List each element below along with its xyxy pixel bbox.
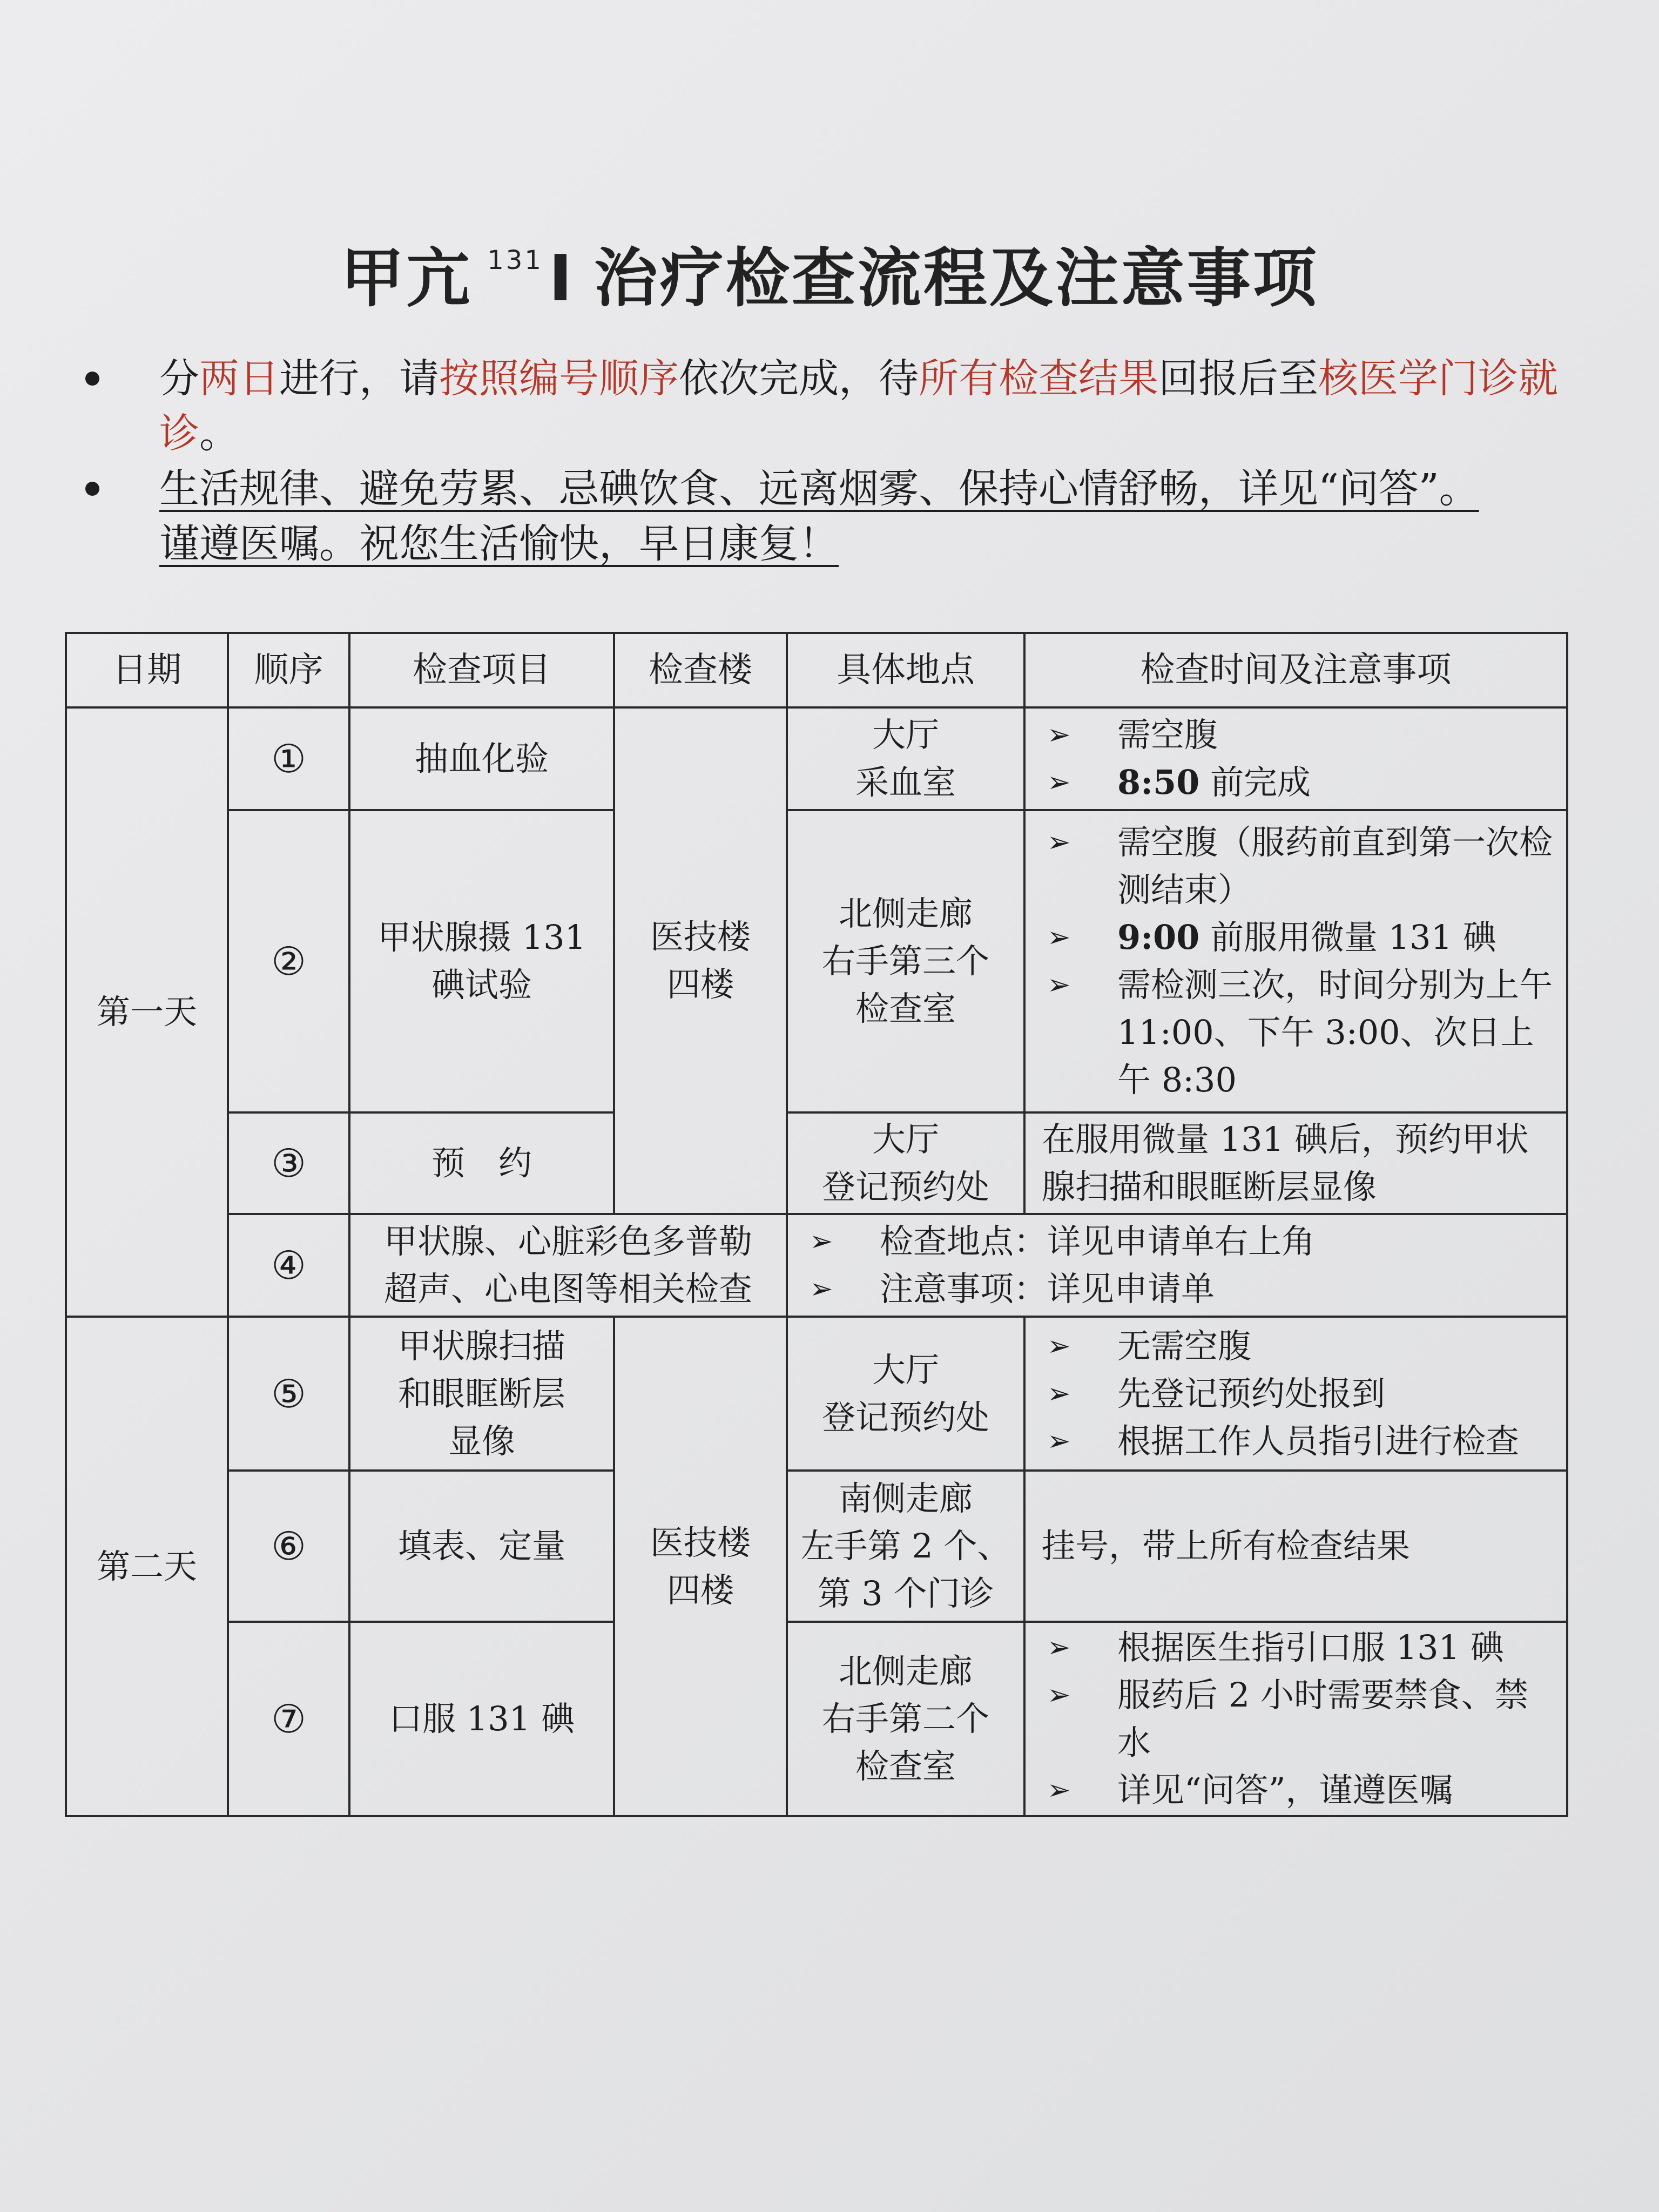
instruction-bullets xyxy=(76,351,1566,571)
arrow-bullet-icon: ➢ xyxy=(1047,1330,1071,1363)
note-item xyxy=(1042,759,1559,806)
note-text: 挂号，带上所有检查结果 xyxy=(1042,1526,1411,1566)
header-building: 检查楼 xyxy=(614,633,787,707)
title-part-b: 治疗检查流程及注意事项 xyxy=(594,241,1319,315)
arrow-bullet-icon: ➢ xyxy=(810,1273,833,1305)
note-text: 检查地点：详见申请单右上角 xyxy=(880,1222,1316,1261)
note-item xyxy=(1042,1418,1559,1465)
lifestyle-line-1: 生活规律、避免劳累、忌碘饮食、远离烟雾、保持心情舒畅，详见“问答”。 xyxy=(159,466,1479,512)
arrow-bullet-icon: ➢ xyxy=(1047,766,1071,799)
order-number: ⑥ xyxy=(228,1471,349,1622)
arrow-bullet-icon: ➢ xyxy=(1047,1679,1071,1711)
bullet-lifestyle xyxy=(76,461,1566,571)
location-cell: 北侧走廊 右手第三个 检查室 xyxy=(787,810,1024,1112)
highlight-order: 按照编号顺序 xyxy=(439,355,679,402)
location-cell: 大厅 登记预约处 xyxy=(787,1317,1024,1471)
notes-cell xyxy=(1024,1471,1567,1622)
note-time: 8:50 xyxy=(1117,763,1200,802)
note-text: 无需空腹 xyxy=(1117,1326,1252,1366)
note-text: 需空腹 xyxy=(1117,715,1218,754)
day-one-cell: 第一天 xyxy=(66,707,228,1317)
arrow-bullet-icon: ➢ xyxy=(810,1225,833,1258)
order-number: ② xyxy=(228,810,349,1112)
order-number: ① xyxy=(228,707,349,810)
notes-cell xyxy=(1024,707,1567,810)
header-date: 日期 xyxy=(66,633,228,707)
location-cell: 北侧走廊 右手第二个 检查室 xyxy=(787,1622,1024,1816)
lifestyle-line-2: 谨遵医嘱。祝您生活愉快，早日康复！ xyxy=(159,521,839,567)
notes-cell xyxy=(1024,1112,1567,1214)
item-cell: 口服 131 碘 xyxy=(349,1622,614,1816)
arrow-bullet-icon: ➢ xyxy=(1047,826,1071,859)
title-superscript: 131 xyxy=(487,245,543,275)
text-segment: 分 xyxy=(159,355,199,402)
text-segment: 。 xyxy=(199,410,239,457)
table-row xyxy=(66,810,1567,1112)
notes-cell xyxy=(1024,810,1567,1112)
text-segment: 进行，请 xyxy=(279,355,439,402)
highlight-clinic: 核医学门诊就诊 xyxy=(159,355,1558,457)
table-row xyxy=(66,1317,1567,1471)
note-item xyxy=(1042,1370,1559,1418)
table-row xyxy=(66,1471,1567,1622)
building-cell: 医技楼 四楼 xyxy=(614,1317,787,1816)
header-item: 检查项目 xyxy=(349,633,614,707)
order-number: ⑦ xyxy=(228,1622,349,1816)
order-number: ③ xyxy=(228,1112,349,1214)
building-cell: 医技楼 四楼 xyxy=(614,707,787,1214)
arrow-bullet-icon: ➢ xyxy=(1047,1631,1071,1664)
item-cell: 填表、定量 xyxy=(349,1471,614,1622)
location-cell: 大厅 登记预约处 xyxy=(787,1112,1024,1214)
note-text: 服药后 2 小时需要禁食、禁水 xyxy=(1117,1675,1528,1762)
note-text: 详见“问答”，谨遵医嘱 xyxy=(1117,1770,1453,1810)
bullet-dot-icon xyxy=(85,372,99,386)
bullet-schedule xyxy=(76,351,1566,461)
arrow-bullet-icon: ➢ xyxy=(1047,1774,1071,1806)
arrow-bullet-icon: ➢ xyxy=(1047,921,1071,954)
arrow-bullet-icon: ➢ xyxy=(1047,969,1071,1001)
table-row xyxy=(66,707,1567,810)
table-row xyxy=(66,1214,1567,1317)
arrow-bullet-icon: ➢ xyxy=(1047,1377,1071,1410)
title-part-a: 甲亢 xyxy=(340,241,473,315)
title-iodine-symbol: I xyxy=(548,241,575,315)
item-cell: 甲状腺摄 131 碘试验 xyxy=(349,810,614,1112)
note-text: 在服用微量 131 碘后，预约甲状腺扫描和眼眶断层显像 xyxy=(1042,1120,1529,1206)
note-item xyxy=(1042,1323,1559,1370)
note-text: 前完成 xyxy=(1199,763,1311,802)
note-text: 根据工作人员指引进行检查 xyxy=(1117,1421,1520,1461)
note-text: 根据医生指引口服 131 碘 xyxy=(1117,1628,1504,1667)
arrow-bullet-icon: ➢ xyxy=(1047,719,1071,751)
table-row xyxy=(66,1112,1567,1214)
highlight-all-results: 所有检查结果 xyxy=(919,355,1158,402)
location-cell: 南侧走廊 左手第 2 个、 第 3 个门诊 xyxy=(787,1471,1024,1622)
text-segment: 依次完成，待 xyxy=(679,355,919,402)
header-order: 顺序 xyxy=(228,633,349,707)
bullet-dot-icon xyxy=(85,482,99,496)
note-text: 前服用微量 131 碘 xyxy=(1199,918,1496,957)
highlight-two-days: 两日 xyxy=(199,355,279,402)
note-item xyxy=(1042,1766,1559,1814)
arrow-bullet-icon: ➢ xyxy=(1047,1425,1071,1458)
text-segment: 回报后至 xyxy=(1158,355,1318,402)
order-number: ⑤ xyxy=(228,1317,349,1471)
header-notes: 检查时间及注意事项 xyxy=(1024,633,1567,707)
note-item xyxy=(1042,1671,1559,1766)
note-item xyxy=(804,1265,1559,1313)
note-item xyxy=(1042,711,1559,759)
table-header-row xyxy=(66,633,1567,707)
procedure-table xyxy=(65,632,1568,1817)
note-time: 9:00 xyxy=(1117,918,1200,957)
notes-cell xyxy=(787,1214,1567,1317)
day-two-cell: 第二天 xyxy=(66,1317,228,1816)
page-title xyxy=(0,227,1659,319)
note-item xyxy=(804,1218,1559,1265)
note-text: 需空腹（服药前直到第一次检测结束） xyxy=(1117,822,1553,909)
note-item xyxy=(1042,914,1559,961)
note-text: 注意事项：详见申请单 xyxy=(880,1269,1215,1309)
notes-cell xyxy=(1024,1317,1567,1471)
note-text: 需检测三次，时间分别为上午 11:00、下午 3:00、次日上午 8:30 xyxy=(1117,965,1553,1100)
item-cell: 预 约 xyxy=(349,1112,614,1214)
header-location: 具体地点 xyxy=(787,633,1024,707)
item-cell: 抽血化验 xyxy=(349,707,614,810)
note-item xyxy=(1042,961,1559,1104)
notes-cell xyxy=(1024,1622,1567,1816)
note-text: 先登记预约处报到 xyxy=(1117,1373,1386,1413)
table-row xyxy=(66,1622,1567,1816)
note-item xyxy=(1042,1624,1559,1671)
item-cell: 甲状腺、心脏彩色多普勒超声、心电图等相关检查 xyxy=(349,1214,787,1317)
note-item xyxy=(1042,819,1559,914)
location-cell: 大厅 采血室 xyxy=(787,707,1024,810)
item-cell: 甲状腺扫描 和眼眶断层 显像 xyxy=(349,1317,614,1471)
order-number: ④ xyxy=(228,1214,349,1317)
